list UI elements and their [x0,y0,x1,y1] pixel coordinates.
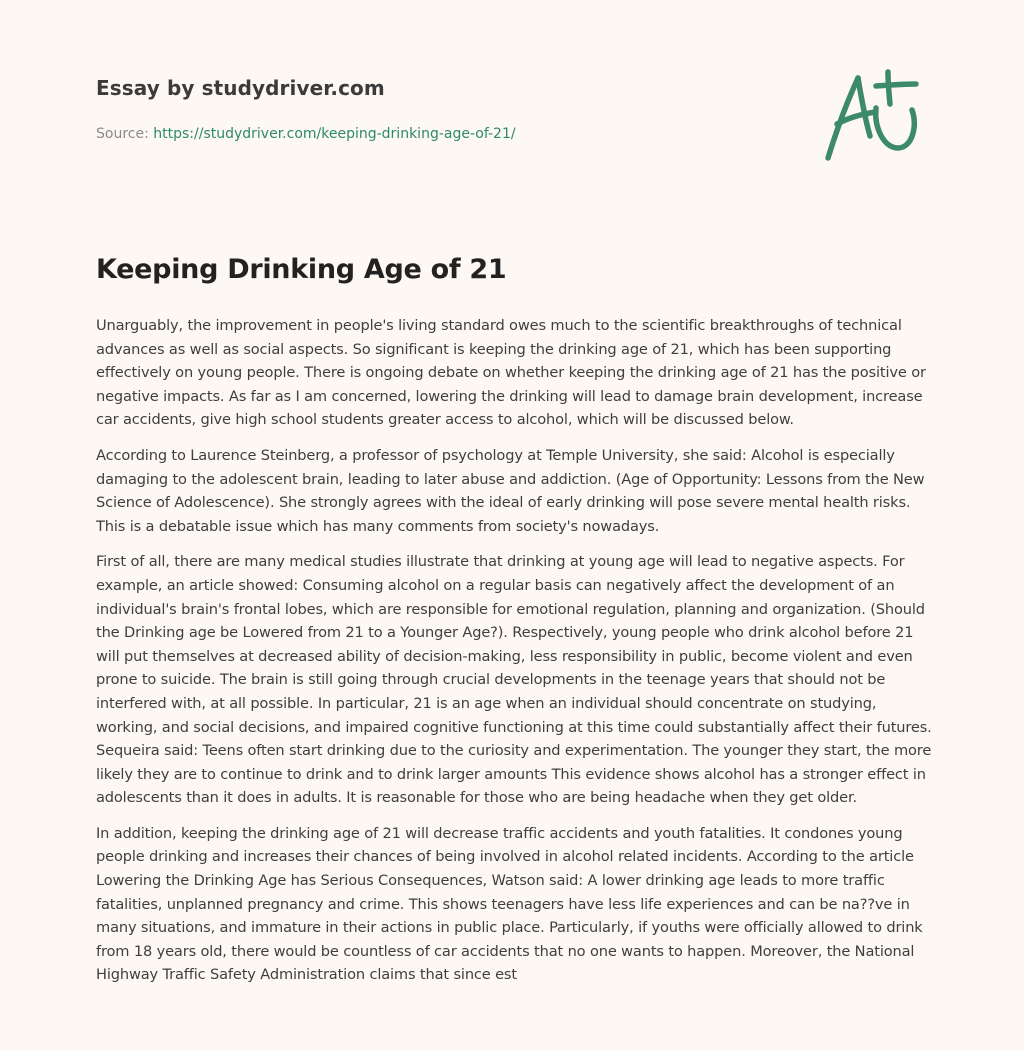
essay-paragraph: According to Laurence Steinberg, a professor of psychology at Temple University, she said: Alcohol is especially damaging to the adolescent brain, leading to later abuse and addiction. (Age of Opportunity: Lessons from the New Science of Adolescence). She strongly agrees with the ideal of early drinking will pose severe mental health risks. This is a debatable issue which has many comments from society's nowadays. [96,446,925,535]
essay-title: Keeping Drinking Age of 21 [96,254,507,285]
source-link[interactable]: https://studydriver.com/keeping-drinking-age-of-21/ [153,126,516,142]
source-label: Source: [96,126,149,142]
essay-header [96,76,796,142]
essay-paragraph: Unarguably, the improvement in people's living standard owes much to the scientific breakthroughs of technical advances as well as social aspects. So significant is keeping the drinking age of 21, which has been supporting effectively on young people. There is ongoing debate on whether keeping the drinking age of 21 has the positive or negative impacts. As far as I am concerned, lowering the drinking will lead to damage brain development, increase car accidents, give high school students greater access to alcohol, which will be discussed below. [96,317,926,429]
source-line [96,126,796,142]
a-plus-logo-icon [818,66,928,166]
essay-paragraph: First of all, there are many medical studies illustrate that drinking at young age will lead to negative aspects. For example, an article showed: Consuming alcohol on a regular basis can negatively affect the development of an individual's brain's frontal lobes, which are responsible for emotional regulation, planning and organization. (Should the Drinking age be Lowered from 21 to a Younger Age?). Respectively, young people who drink alcohol before 21 will put themselves at decreased ability of decision-making, less responsibility in public, become violent and even prone to suicide. The brain is still going through crucial developments in the teenage years that should not be interfered with, at all possible. In particular, 21 is an age when an individual should concentrate on studying, working, and social decisions, and impaired cognitive functioning at this time could substantially affect their futures. Sequeira said: Teens often start drinking due to the curiosity and experimentation. The younger they start, the more likely they are to continue to drink and to drink larger amounts This evidence shows alcohol has a stronger effect in adolescents than it does in adults. It is reasonable for those who are being headache when they get older. [96,553,932,807]
essay-paragraph: In addition, keeping the drinking age of 21 will decrease traffic accidents and youth fatalities. It condones young people drinking and increases their chances of being involved in alcohol related incidents. According to the article Lowering the Drinking Age has Serious Consequences, Watson said: A lower drinking age leads to more traffic fatalities, unplanned pregnancy and crime. This shows teenagers have less life experiences and can be na??ve in many situations, and immature in their actions in public place. Particularly, if youths were officially allowed to drink from 18 years old, there would be countless of car accidents that no one wants to happen. Moreover, the National Highway Traffic Safety Administration claims that since est [96,824,923,984]
essay-body [96,314,936,999]
brand-title: Essay by studydriver.com [96,76,385,100]
